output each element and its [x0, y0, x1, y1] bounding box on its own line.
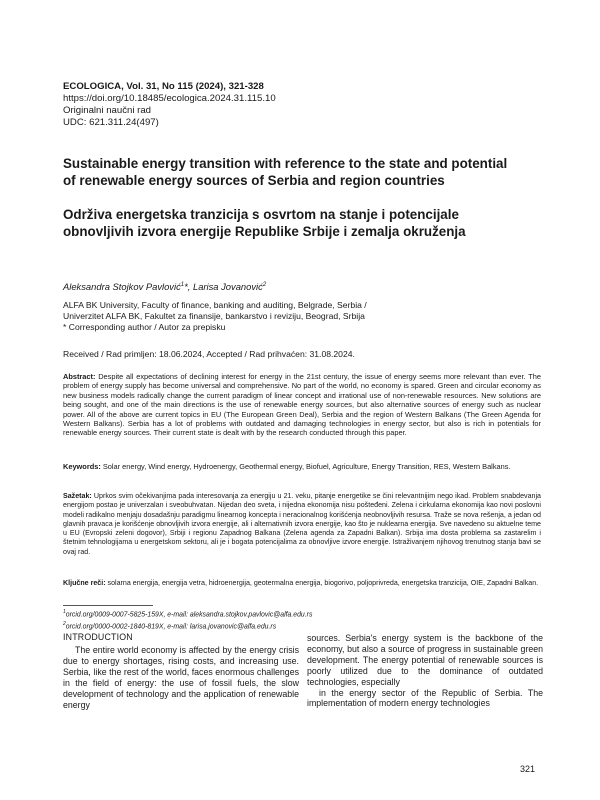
footnote-divider	[63, 605, 153, 606]
journal-citation: ECOLOGICA, Vol. 31, No 115 (2024), 321-328	[63, 81, 264, 92]
orcid-line-2	[63, 620, 312, 632]
sazetak-label: Sažetak:	[63, 492, 92, 500]
sazetak	[63, 492, 541, 557]
article-type: Originalni naučni rad	[63, 105, 151, 116]
abstract-text: Despite all expectations of declining interest for energy in the 21st century, the issue of energy seems more relevant than ever. The problem of energy supply has become universal and comprehensive. No part of the world, no economy is spared. Green and circular economy as new business models radically change the current paradigm of linear concept and irrational use of non-renewable resources. New solutions are being sought, and one of the main directions is the use of renewable energy sources, but also alternative sources of energy such as nuclear power. All of the above are current topics in EU (The European Green Deal), Serbia and the region of Western Balkans (The Green Agenda for Western Balkans). Serbia has a lot of problems with outdated and damaging technologies in energy sector, but also is rich in potentials for renewable energy sources. Their current state is dealt with by the research conducted through this paper.	[63, 372, 541, 438]
title-english-line-2: of renewable energy sources of Serbia and region countries	[63, 173, 445, 188]
kljucne-reci	[63, 579, 541, 588]
keywords-label: Keywords:	[63, 462, 101, 471]
orcid-text-2[interactable]: orcid.org/0000-0002-1840-819X, e-mail: larisa.jovanovic@alfa.edu.rs	[65, 623, 277, 631]
affiliation	[63, 300, 543, 334]
title-english	[63, 155, 543, 189]
sazetak-text: Uprkos svim očekivanjima pada interesovanja za energiju u 21. veku, pitanje energetike se čini relevantnijim nego ikad. Problem snabdevanja energijom postao je univerzalan i sveobuhvatan. Nijedan deo sveta, i nijedna ekonomija nisu pošteđeni. Zelena i cirkularna ekonomija kao novi poslovni modeli radikalno menjaju dosadašnju paradigmu linearnog koncepta i neracionalnog korišćenja neobnovljivih resursa. Traže se nova rešenja, a jedan od glavnih pravaca je korišćenje obnovljivih izvora energije, ali i alternativnih izvora energije, kao što je nuklearna energija. Sve navedeno su aktuelne teme u EU (Evropski zeleni dogovor), Srbiji i regionu Zapadnog Balkana (Zelena agenda za Zapadni Balkan). Srbija ima dosta problema sa zastarelim i štetnim tehnologijama u energetskom sektoru, ali je i bogata potencijalima za obnovljive izvore energije. Istraživanjem njihovog trenutnog stanja bavi se ovaj rad.	[63, 492, 541, 556]
introduction-heading: INTRODUCTION	[63, 632, 133, 642]
introduction-right-para-1: sources. Serbia's energy system is the backbone of the economy, but also a source of progress in sustainable green development. The energy potential of renewable sources is poorly utilized due to the dominance of outdated technologies, especially	[307, 633, 543, 687]
orcid-line-1	[63, 608, 312, 620]
title-serbian-line-2: obnovljivih izvora energije Republike Srbije i zemalja okruženja	[63, 224, 466, 239]
abstract	[63, 372, 541, 438]
udc-code: UDC: 621.311.24(497)	[63, 117, 159, 128]
journal-header	[63, 81, 276, 129]
author-1-sup: 1	[180, 281, 185, 288]
doi-link[interactable]: https://doi.org/10.18485/ecologica.2024.31.115.10	[63, 93, 276, 104]
orcid-footnotes	[63, 608, 312, 632]
corresponding-star: *	[184, 281, 188, 292]
affiliation-line-1: ALFA BK University, Faculty of finance, banking and auditing, Belgrade, Serbia /	[63, 300, 367, 310]
corresponding-note: * Corresponding author / Autor za prepisku	[63, 322, 226, 333]
title-english-line-1: Sustainable energy transition with reference to the state and potential	[63, 156, 508, 171]
page-number: 321	[520, 764, 536, 774]
kljucne-reci-text: solarna energija, energija vetra, hidroenergija, geotermalna energija, biogorivo, poljoprivreda, energetska tranzicija, OIE, Zapadni Balkan.	[105, 579, 539, 587]
keywords-text: Solar energy, Wind energy, Hydroenergy, Geothermal energy, Biofuel, Agriculture, Energy Transition, RES, Western Balkans.	[100, 462, 511, 471]
orcid-sup-2: 2	[63, 620, 66, 627]
kljucne-reci-label: Ključne reči:	[63, 579, 106, 587]
authors	[63, 281, 266, 292]
orcid-text-1[interactable]: orcid.org/0009-0007-5825-159X, e-mail: aleksandra.stojkov.pavlovic@alfa.edu.rs	[65, 611, 313, 619]
title-serbian	[63, 206, 543, 240]
author-1: Aleksandra Stojkov Pavlović	[63, 281, 181, 292]
introduction-right-para-2: in the energy sector of the Republic of Serbia. The implementation of modern energy technologies	[307, 687, 543, 709]
received-dates: Received / Rad primljen: 18.06.2024, Accepted / Rad prihvaćen: 31.08.2024.	[63, 349, 355, 359]
keywords	[63, 462, 541, 471]
author-2: Larisa Jovanović	[192, 281, 263, 292]
orcid-sup-1: 1	[63, 609, 66, 615]
author-2-sup: 2	[262, 281, 267, 288]
introduction-right-column	[307, 633, 543, 709]
author-separator: ,	[187, 281, 193, 292]
affiliation-line-2: Univerzitet ALFA BK, Fakultet za finansije, bankarstvo i reviziju, Beograd, Srbija	[63, 311, 365, 322]
title-serbian-line-1: Održiva energetska tranzicija s osvrtom na stanje i potencijale	[63, 207, 459, 222]
abstract-label: Abstract:	[63, 372, 96, 381]
introduction-left-column: The entire world economy is affected by the energy crisis due to energy shortages, rising costs, and increasing use. Serbia, like the rest of the world, faces enormous challenges in the field of energy: the use of fossil fuels, the slow development of technology and the application of renewable energy	[63, 645, 299, 710]
